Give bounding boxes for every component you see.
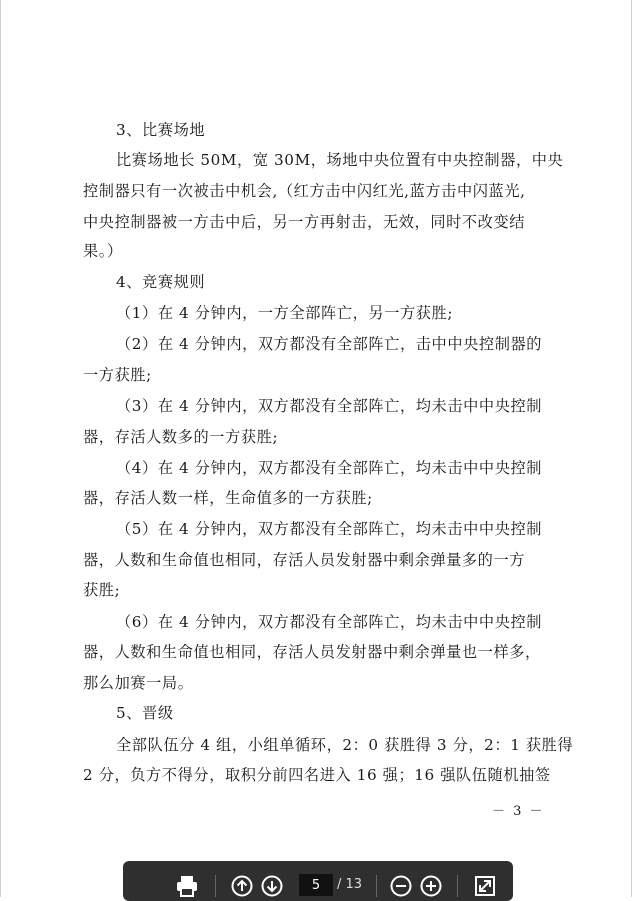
zoom-in-icon — [420, 875, 442, 897]
print-icon — [175, 875, 199, 897]
section-heading: 3、比赛场地 — [116, 121, 206, 139]
paragraph-line: 果。） — [83, 242, 123, 260]
zoom-in-button[interactable] — [419, 874, 443, 898]
total-pages: / 13 — [337, 877, 363, 892]
paragraph-line: 中央控制器被一方击中后，另一方再射击，无效，同时不改变结 — [83, 213, 526, 231]
paragraph-line: 一方获胜; — [83, 366, 152, 384]
paragraph-line: （2）在 4 分钟内，双方都没有全部阵亡，击中中央控制器的 — [116, 335, 543, 353]
paragraph-line: 全部队伍分 4 组，小组单循环，2：0 获胜得 3 分，2：1 获胜得 — [116, 736, 574, 754]
toolbar-divider — [215, 875, 216, 897]
paragraph-line: （5）在 4 分钟内，双方都没有全部阵亡，均未击中中央控制 — [116, 520, 543, 538]
paragraph-line: 器，人数和生命值也相同，存活人员发射器中剩余弹量多的一方 — [83, 551, 526, 569]
arrow-up-icon — [231, 875, 253, 897]
paragraph-line: 比赛场地长 50M，宽 30M，场地中央位置有中央控制器，中央 — [116, 151, 564, 169]
paragraph-line: 器，存活人数一样，生命值多的一方获胜; — [83, 489, 373, 507]
fit-page-icon — [475, 876, 495, 896]
paragraph-line: 那么加赛一局。 — [83, 674, 194, 692]
pdf-toolbar — [123, 861, 513, 901]
toolbar-divider — [457, 875, 458, 897]
zoom-out-icon — [390, 875, 412, 897]
paragraph-line: 器，存活人数多的一方获胜; — [83, 428, 279, 446]
page-number-input[interactable] — [299, 874, 333, 896]
paragraph-line: 2 分，负方不得分，取积分前四名进入 16 强；16 强队伍随机抽签 — [83, 766, 551, 784]
previous-page-button[interactable] — [229, 874, 255, 898]
section-heading: 5、晋级 — [116, 704, 174, 722]
next-page-button[interactable] — [259, 874, 285, 898]
paragraph-line: （1）在 4 分钟内，一方全部阵亡，另一方获胜; — [116, 304, 454, 322]
paragraph-line: （6）在 4 分钟内，双方都没有全部阵亡，均未击中中央控制 — [116, 613, 543, 631]
page-number: － 3 － — [492, 804, 545, 819]
section-heading: 4、竞赛规则 — [116, 273, 206, 291]
arrow-down-icon — [261, 875, 283, 897]
paragraph-line: 器，人数和生命值也相同，存活人员发射器中剩余弹量也一样多， — [83, 643, 541, 661]
fit-page-button[interactable] — [473, 874, 497, 898]
paragraph-line: 获胜; — [83, 581, 121, 599]
zoom-out-button[interactable] — [389, 874, 413, 898]
paragraph-line: 控制器只有一次被击中机会,（红方击中闪红光,蓝方击中闪蓝光, — [83, 182, 526, 200]
paragraph-line: （4）在 4 分钟内，双方都没有全部阵亡，均未击中中央控制 — [116, 459, 543, 477]
paragraph-line: （3）在 4 分钟内，双方都没有全部阵亡，均未击中中央控制 — [116, 397, 543, 415]
print-button[interactable] — [173, 874, 201, 898]
toolbar-divider — [376, 875, 377, 897]
